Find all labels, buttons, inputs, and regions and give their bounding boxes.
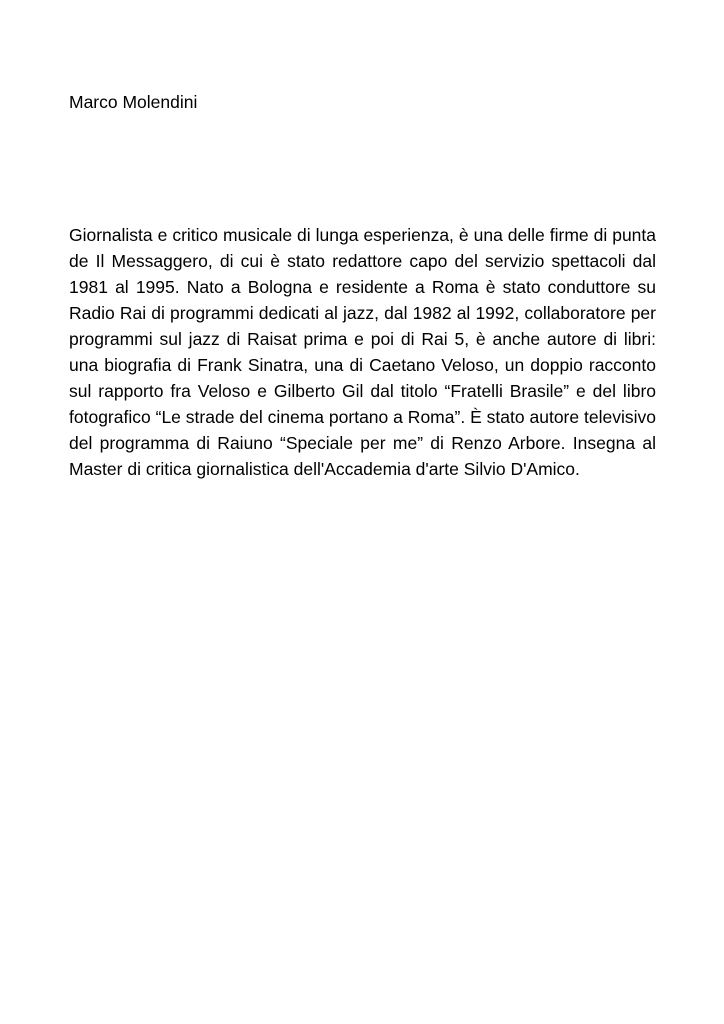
author-name: Marco Molendini [69, 92, 198, 112]
biography-paragraph: Giornalista e critico musicale di lunga esperienza, è una delle firme di punta de Il Messaggero, di cui è stato redattore capo del servizio spettacoli dal 1981 al 1995. Nato a Bologna e residente a Roma è stato conduttore su Radio Rai di programmi dedicati al jazz, dal 1982 al 1992, collaboratore per programmi sul jazz di Raisat prima e poi di Rai 5, è anche autore di libri: una biografia di Frank Sinatra, una di Caetano Veloso, un doppio racconto sul rapporto fra Veloso e Gilberto Gil dal titolo “Fratelli Brasile” e del libro fotografico “Le strade del cinema portano a Roma”. È stato autore televisivo del programma di Raiuno “Speciale per me” di Renzo Arbore. Insegna al Master di critica giornalistica dell'Accademia d'arte Silvio D'Amico. [69, 225, 656, 479]
